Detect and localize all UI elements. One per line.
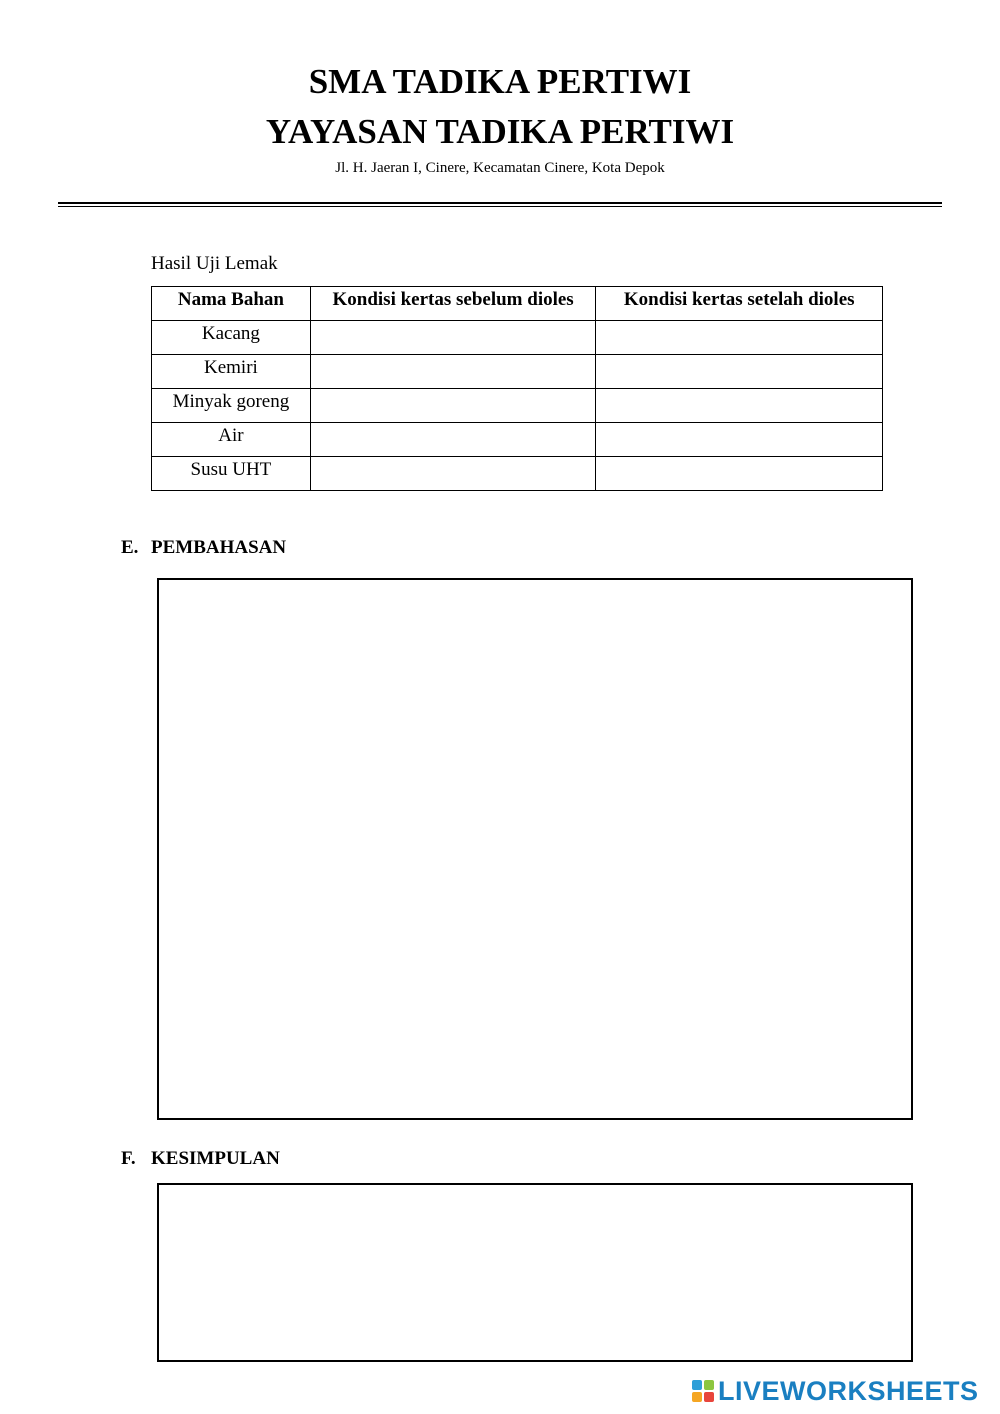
table-header-row	[152, 287, 883, 321]
table-caption: Hasil Uji Lemak	[151, 253, 278, 274]
table-row	[152, 389, 883, 423]
watermark-text: LIVEWORKSHEETS	[718, 1375, 979, 1406]
before-cell[interactable]	[310, 355, 596, 389]
pembahasan-answer-box[interactable]	[157, 578, 913, 1120]
table-row	[152, 321, 883, 355]
before-cell[interactable]	[310, 389, 596, 423]
logo-square-icon	[692, 1392, 702, 1402]
section-title: PEMBAHASAN	[151, 537, 287, 558]
logo-square-icon	[692, 1380, 702, 1390]
kesimpulan-answer-box[interactable]	[157, 1183, 913, 1362]
fat-test-results-table	[151, 286, 883, 491]
table-row	[152, 457, 883, 491]
section-title: KESIMPULAN	[151, 1148, 280, 1169]
section-letter: E.	[121, 537, 139, 558]
header-divider-thick	[58, 202, 942, 204]
material-name-cell: Susu UHT	[152, 457, 311, 491]
liveworksheets-watermark	[692, 1375, 979, 1407]
column-header-material: Nama Bahan	[152, 287, 311, 321]
before-cell[interactable]	[310, 457, 596, 491]
foundation-name-title: YAYASAN TADIKA PERTIWI	[265, 112, 735, 151]
after-cell[interactable]	[596, 423, 883, 457]
logo-square-icon	[704, 1380, 714, 1390]
material-name-cell: Minyak goreng	[152, 389, 311, 423]
material-name-cell: Kacang	[152, 321, 311, 355]
before-cell[interactable]	[310, 423, 596, 457]
logo-square-icon	[704, 1392, 714, 1402]
section-heading-pembahasan	[121, 537, 286, 559]
section-letter: F.	[121, 1148, 136, 1169]
school-name-title: SMA TADIKA PERTIWI	[308, 62, 692, 101]
after-cell[interactable]	[596, 355, 883, 389]
material-name-cell: Kemiri	[152, 355, 311, 389]
table-row	[152, 423, 883, 457]
column-header-after: Kondisi kertas setelah dioles	[596, 287, 883, 321]
column-header-before: Kondisi kertas sebelum dioles	[310, 287, 596, 321]
after-cell[interactable]	[596, 389, 883, 423]
liveworksheets-logo-icon	[692, 1380, 714, 1402]
after-cell[interactable]	[596, 457, 883, 491]
after-cell[interactable]	[596, 321, 883, 355]
school-address: Jl. H. Jaeran I, Cinere, Kecamatan Cinere, Kota Depok	[335, 160, 665, 176]
section-heading-kesimpulan	[121, 1148, 280, 1170]
table-row	[152, 355, 883, 389]
before-cell[interactable]	[310, 321, 596, 355]
material-name-cell: Air	[152, 423, 311, 457]
header-divider-thin	[58, 206, 942, 207]
